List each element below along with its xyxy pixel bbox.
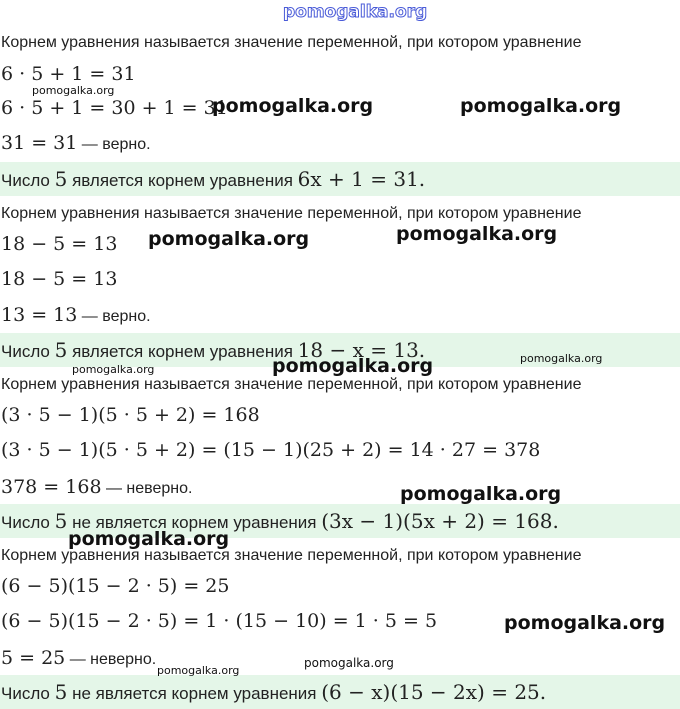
equation-line: (6 − 5)(15 − 2 · 5) = 25 — [1, 575, 230, 597]
definition-text: Корнем уравнения называется значение переменной, при котором уравнение — [1, 547, 582, 564]
watermark: pomogalka.org — [32, 84, 115, 97]
result-number: 5 — [54, 167, 68, 191]
definition-text: Корнем уравнения называется значение переменной, при котором уравнение — [1, 205, 582, 222]
watermark: pomogalka.org — [212, 95, 374, 117]
result-equation: 6x + 1 = 31. — [297, 167, 426, 191]
check-equation: 31 = 31 — [1, 132, 78, 154]
watermark: pomogalka.org — [400, 483, 562, 505]
watermark: pomogalka.org — [460, 95, 622, 117]
result-box — [0, 162, 680, 196]
check-verdict: — неверно. — [101, 480, 193, 497]
watermark: pomogalka.org — [272, 355, 434, 377]
calculation-line: 6 · 5 + 1 = 30 + 1 = 31 — [1, 97, 228, 119]
result-middle: является корнем уравнения — [67, 171, 298, 190]
result-number: 5 — [54, 509, 68, 533]
watermark: pomogalka.org — [304, 656, 394, 670]
calculation-line: (6 − 5)(15 − 2 · 5) = 1 · (15 − 10) = 1 · 5 = 5 — [1, 610, 438, 632]
check-equation: 13 = 13 — [1, 304, 78, 326]
equation-line: (3 · 5 − 1)(5 · 5 + 2) = 168 — [1, 404, 260, 426]
definition-text: Корнем уравнения называется значение переменной, при котором уравнение — [1, 376, 582, 393]
watermark: pomogalka.org — [68, 528, 230, 550]
result-box — [0, 675, 680, 709]
check-line — [0, 304, 680, 326]
calculation-line: 18 − 5 = 13 — [1, 268, 118, 290]
watermark: pomogalka.org — [157, 664, 240, 677]
calculation-line: (3 · 5 − 1)(5 · 5 + 2) = (15 − 1)(25 + 2) = 14 · 27 = 378 — [1, 439, 541, 461]
check-equation: 378 = 168 — [1, 476, 102, 498]
equation-line: 18 − 5 = 13 — [1, 233, 118, 255]
result-middle: является корнем уравнения — [67, 342, 298, 361]
result-number: 5 — [54, 680, 68, 704]
check-verdict: — неверно. — [65, 651, 157, 668]
check-line — [0, 476, 680, 498]
result-number: 5 — [54, 338, 68, 362]
result-equation: (6 − x)(15 − 2x) = 25. — [321, 680, 547, 704]
result-equation: (3x − 1)(5x + 2) = 168. — [321, 509, 559, 533]
watermark: pomogalka.org — [520, 352, 603, 365]
result-equation: 18 − x = 13. — [297, 338, 426, 362]
watermark: pomogalka.org — [72, 363, 155, 376]
equation-line: 6 · 5 + 1 = 31 — [1, 63, 136, 85]
check-line — [0, 132, 680, 154]
result-prefix: Число — [1, 171, 55, 190]
result-middle: не является корнем уравнения — [67, 513, 322, 532]
header-watermark: pomogalka.org — [283, 2, 428, 22]
check-verdict: — верно. — [77, 308, 151, 325]
check-verdict: — верно. — [77, 136, 151, 153]
watermark: pomogalka.org — [148, 228, 310, 250]
result-middle: не является корнем уравнения — [67, 684, 322, 703]
result-prefix: Число — [1, 342, 55, 361]
result-prefix: Число — [1, 513, 55, 532]
result-prefix: Число — [1, 684, 55, 703]
watermark: pomogalka.org — [396, 223, 558, 245]
watermark: pomogalka.org — [504, 612, 666, 634]
definition-text: Корнем уравнения называется значение переменной, при котором уравнение — [1, 34, 582, 51]
check-equation: 5 = 25 — [1, 647, 66, 669]
